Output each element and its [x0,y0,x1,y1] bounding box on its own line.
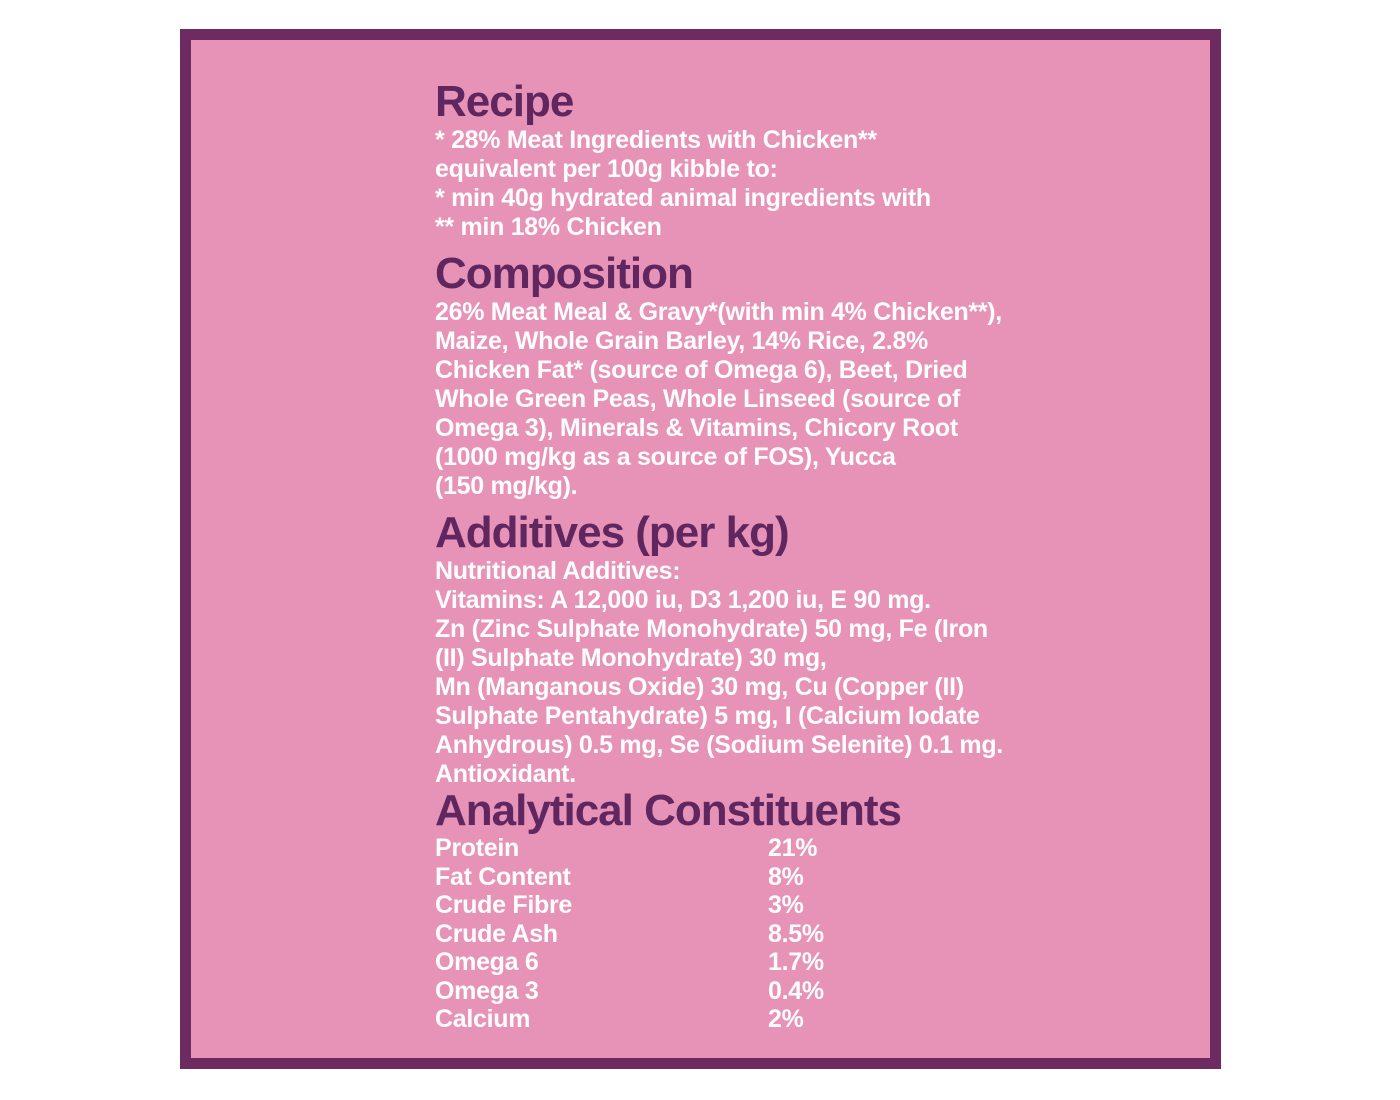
table-row [435,948,1175,977]
recipe-heading: Recipe [435,77,574,126]
table-row [435,1005,1175,1034]
pet-food-label-panel [180,29,1221,1069]
composition-section [435,249,1175,501]
table-row [435,891,1175,920]
constituent-value: 2% [768,1005,804,1033]
additives-line: (II) Sulphate Monohydrate) 30 mg, [435,644,827,672]
constituent-label: Crude Ash [435,919,558,948]
recipe-line: * 28% Meat Ingredients with Chicken** [435,126,877,154]
recipe-section [435,77,1175,242]
additives-line: Nutritional Additives: [435,557,681,585]
constituent-value: 1.7% [768,948,824,976]
additives-text [435,557,1175,789]
table-row [435,977,1175,1006]
constituent-label: Omega 3 [435,976,539,1005]
constituent-value: 3% [768,891,804,919]
table-row [435,863,1175,892]
additives-line: Sulphate Pentahydrate) 5 mg, I (Calcium Iodate [435,702,980,730]
recipe-line: * min 40g hydrated animal ingredients with [435,184,931,212]
composition-line: Maize, Whole Grain Barley, 14% Rice, 2.8% [435,327,928,355]
additives-section [435,508,1175,789]
constituent-value: 0.4% [768,976,824,1005]
additives-line: Vitamins: A 12,000 iu, D3 1,200 iu, E 90 mg. [435,586,931,614]
composition-line: 26% Meat Meal & Gravy*(with min 4% Chicken**), [435,298,1002,326]
table-row [435,920,1175,949]
constituent-label: Fat Content [435,862,571,891]
composition-line: (150 mg/kg). [435,472,578,500]
label-content [435,77,1175,1034]
additives-line: Zn (Zinc Sulphate Monohydrate) 50 mg, Fe (Iron [435,615,988,643]
recipe-line: ** min 18% Chicken [435,213,662,241]
constituent-value: 8.5% [768,919,824,948]
constituent-value: 21% [768,834,818,862]
additives-heading: Additives (per kg) [435,508,789,557]
constituent-label: Protein [435,834,520,862]
analytical-constituents-table [435,834,1175,1034]
table-row [435,834,1175,863]
composition-text [435,298,1175,501]
composition-line: Chicken Fat* (source of Omega 6), Beet, Dried [435,356,968,384]
constituent-label: Omega 6 [435,948,539,976]
additives-line: Mn (Manganous Oxide) 30 mg, Cu (Copper (II) [435,673,964,701]
composition-line: (1000 mg/kg as a source of FOS), Yucca [435,443,896,471]
analytical-constituents-heading: Analytical Constituents [435,786,901,835]
additives-line: Antioxidant. [435,760,576,788]
composition-line: Omega 3), Minerals & Vitamins, Chicory Root [435,414,958,442]
composition-line: Whole Green Peas, Whole Linseed (source of [435,385,961,413]
constituent-value: 8% [768,862,804,891]
constituent-label: Calcium [435,1005,531,1033]
constituent-label: Crude Fibre [435,891,572,919]
analytical-constituents-section [435,786,1175,1034]
additives-line: Anhydrous) 0.5 mg, Se (Sodium Selenite) 0.1 mg. [435,731,1003,759]
recipe-text [435,126,1175,242]
recipe-line: equivalent per 100g kibble to: [435,155,778,183]
composition-heading: Composition [435,249,693,298]
